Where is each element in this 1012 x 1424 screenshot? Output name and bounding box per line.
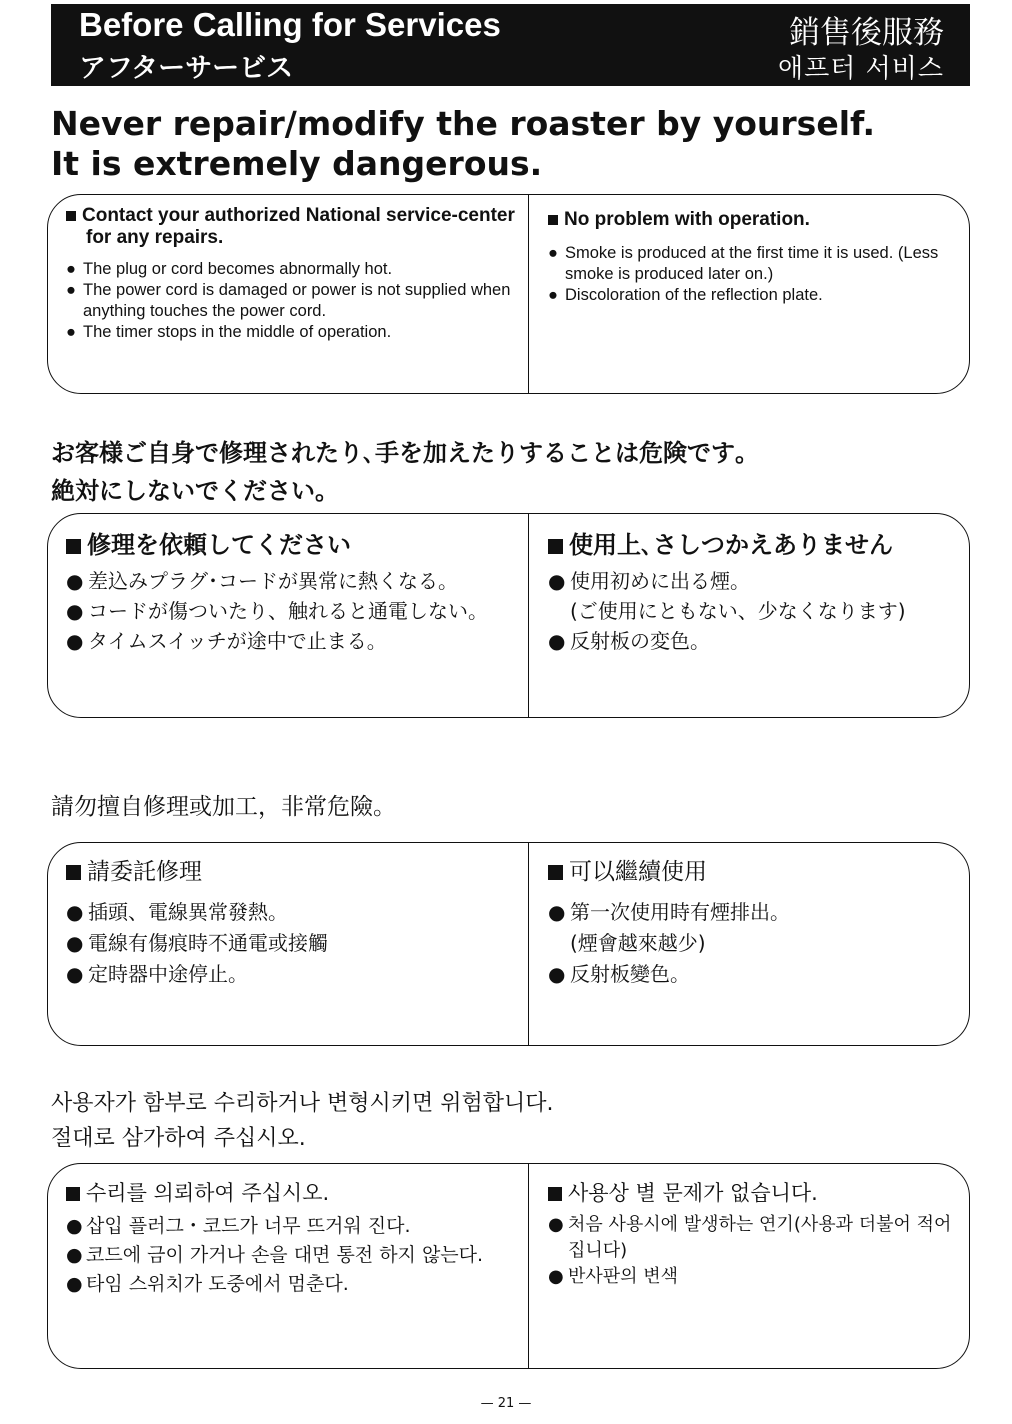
bullet-icon: ● xyxy=(548,962,566,986)
warning-ja xyxy=(51,434,747,510)
bullet-icon: ● xyxy=(548,1266,564,1287)
warning-ko xyxy=(51,1086,554,1156)
list-item: ● コードが傷ついたり、触れると通電しない。 xyxy=(66,596,518,626)
list-item: (ご使用にともない、少なくなります) xyxy=(570,599,906,623)
no-problem-list-ja xyxy=(548,566,959,656)
warning-ja-line2: 絶対にしないでください｡ xyxy=(51,477,327,505)
list-item: ● 插頭、電線異常發熱。 xyxy=(66,897,518,928)
list-item: (煙會越來越少) xyxy=(570,931,706,955)
repair-heading-zh: 請委託修理 xyxy=(66,857,516,887)
no-problem-column-en xyxy=(530,195,969,393)
square-bullet-icon xyxy=(66,865,81,880)
no-problem-list-zh xyxy=(548,897,959,990)
no-problem-heading-en: No problem with operation. xyxy=(548,209,957,231)
list-item: ● 반사판의 변색 xyxy=(548,1264,959,1290)
list-item: ● 타임 스위치가 도중에서 멈춘다. xyxy=(66,1270,518,1299)
bullet-icon: ● xyxy=(66,931,84,955)
bullet-icon: ● xyxy=(548,629,566,653)
list-item: ● Smoke is produced at the first time it is used. (Less smoke is produced later on.) xyxy=(548,244,939,283)
bullet-icon: ● xyxy=(66,599,84,623)
list-item: ● 電線有傷痕時不通電或接觸 xyxy=(66,928,518,959)
bullet-icon: ● xyxy=(66,260,76,278)
bullet-icon: ● xyxy=(548,900,566,924)
bullet-icon: ● xyxy=(66,629,84,653)
repair-column-ja xyxy=(48,514,529,717)
no-problem-heading-ja: 使用上､さしつかえありません xyxy=(548,530,957,560)
bullet-icon: ● xyxy=(66,569,84,593)
repair-heading-en: Contact your authorized National service-center for any repairs. xyxy=(66,205,516,249)
bullet-icon: ● xyxy=(548,1214,564,1235)
list-item: ● 처음 사용시에 발생하는 연기(사용과 더불어 적어집니다) xyxy=(548,1214,952,1261)
repair-column-zh xyxy=(48,843,529,1045)
list-item: ● The timer stops in the middle of operation. xyxy=(66,323,392,341)
warning-ko-line2: 절대로 삼가하여 주십시오. xyxy=(51,1126,306,1151)
list-item: ● タイムスイッチが途中で止まる。 xyxy=(66,626,518,656)
warning-en-line2: It is extremely dangerous. xyxy=(51,144,543,183)
square-bullet-icon xyxy=(66,1187,80,1201)
bullet-icon: ● xyxy=(66,900,84,924)
info-box-en xyxy=(47,194,970,394)
info-box-zh xyxy=(47,842,970,1046)
no-problem-heading-ko: 사용상 별 문제가 없습니다. xyxy=(548,1178,957,1208)
list-item: ● 反射板變色。 xyxy=(548,959,959,990)
square-bullet-icon xyxy=(548,1187,562,1201)
list-item: ● Discoloration of the reflection plate. xyxy=(548,286,823,304)
repair-column-en xyxy=(48,195,529,393)
bullet-icon: ● xyxy=(548,244,558,262)
bullet-icon: ● xyxy=(66,1244,83,1266)
header-title-ja: アフターサービス xyxy=(79,53,294,84)
warning-en-line1: Never repair/modify the roaster by yourself. xyxy=(51,104,876,143)
bullet-icon: ● xyxy=(66,323,76,341)
repair-heading-ko: 수리를 의뢰하여 주십시오. xyxy=(66,1178,516,1208)
square-bullet-icon xyxy=(66,539,81,554)
square-bullet-icon xyxy=(548,865,563,880)
no-problem-heading-zh: 可以繼續使用 xyxy=(548,857,957,887)
info-box-ko xyxy=(47,1163,970,1369)
no-problem-column-zh xyxy=(530,843,969,1045)
bullet-icon: ● xyxy=(66,281,76,299)
no-problem-list-ko xyxy=(548,1212,959,1290)
list-item: ● 코드에 금이 가거나 손을 대면 통전 하지 않는다. xyxy=(66,1241,518,1270)
warning-en xyxy=(51,104,875,184)
list-item: ● The plug or cord becomes abnormally hot. xyxy=(66,260,393,278)
page-number: — 21 — xyxy=(480,1396,532,1411)
repair-column-ko xyxy=(48,1164,529,1368)
square-bullet-icon xyxy=(548,215,558,225)
repair-heading-ja: 修理を依頼してください xyxy=(66,530,516,560)
repair-list-zh xyxy=(66,897,518,990)
no-problem-list-en xyxy=(548,243,959,306)
list-item: ● The power cord is damaged or power is not supplied when anything touches the power cord. xyxy=(66,281,511,320)
section-header xyxy=(51,4,970,86)
info-box-ja xyxy=(47,513,970,718)
list-item: ● 使用初めに出る煙。 xyxy=(548,566,959,596)
list-item: ● 反射板の変色。 xyxy=(548,626,959,656)
bullet-icon: ● xyxy=(66,1215,83,1237)
list-item: ● 定時器中途停止。 xyxy=(66,959,518,990)
list-item: ● 第一次使用時有煙排出。 xyxy=(548,897,959,928)
bullet-icon: ● xyxy=(548,286,558,304)
warning-zh-line1: 請勿擅自修理或加工，非常危險。 xyxy=(51,794,396,820)
repair-list-ko xyxy=(66,1212,518,1299)
square-bullet-icon xyxy=(66,211,76,221)
list-item: ● 삽입 플러그・코드가 너무 뜨거워 진다. xyxy=(66,1212,518,1241)
header-title-ko: 애프터 서비스 xyxy=(778,54,944,84)
no-problem-column-ja xyxy=(530,514,969,717)
square-bullet-icon xyxy=(548,539,563,554)
repair-list-ja xyxy=(66,566,518,656)
repair-list-en xyxy=(66,259,518,343)
no-problem-column-ko xyxy=(530,1164,969,1368)
bullet-icon: ● xyxy=(548,569,566,593)
header-title-zh: 銷售後服務 xyxy=(789,15,944,51)
bullet-icon: ● xyxy=(66,962,84,986)
warning-zh xyxy=(51,788,396,826)
warning-ja-line1: お客様ご自身で修理されたり､手を加えたりすることは危険です｡ xyxy=(51,439,747,467)
list-item: ● 差込みプラグ･コードが異常に熱くなる。 xyxy=(66,566,518,596)
header-title-en: Before Calling for Services xyxy=(79,6,501,43)
bullet-icon: ● xyxy=(66,1273,83,1295)
warning-ko-line1: 사용자가 함부로 수리하거나 변형시키면 위험합니다. xyxy=(51,1091,554,1116)
